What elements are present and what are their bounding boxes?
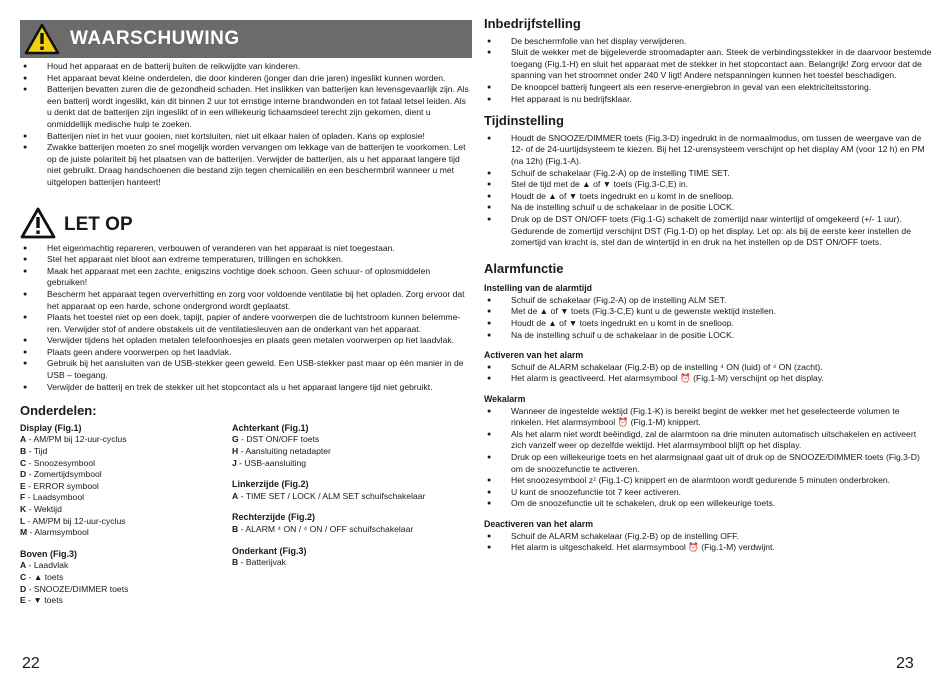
list-item: ● Wanneer de ingestelde wektijd (Fig.1-K) is bereikt begint de wekker met het geselecteerde volumen te rinkelen. Het alarmsymbool ⏰ (Fig.1-M) knippert. (484, 406, 932, 429)
parts-item: B - Tijd (20, 446, 48, 457)
parts-item: A - AM/PM bij 12-uur-cyclus (20, 434, 127, 445)
list-item: ● U kunt de snoozefunctie tot 7 keer activeren. (484, 487, 932, 499)
list-item: ● Zwakke batterijen moeten zo snel mogelijk worden vervangen om lekkage van de batterijen te voorkomen. Let op de juiste polariteit bij het plaatsen van de batterijen. Verwijder de batterijen, als u het apparaat langere tijd niet gebruikt. Draag handschoenen die bestand zijn tegen chemicaliën en een beschermbril wanneer u met uitgelopen batterijen hanteert! (20, 142, 472, 188)
parts-group-heading: Rechterzijde (Fig.2) (232, 512, 316, 523)
list-item: ● Bescherm het apparaat tegen oververhitting en zorg voor voldoende ventilatie bij het opladen. Zorg ervoor dat het apparaat op een harde, schone ondergrond wordt geplaatst. (20, 289, 472, 312)
warning-title: WAARSCHUWING (70, 28, 240, 50)
list-item: ● Batterijen niet in het vuur gooien, niet kortsluiten, niet uit elkaar halen of opladen. Kans op explosie! (20, 131, 472, 143)
list-item: ● Het eigenmachtig repareren, verbouwen of veranderen van het apparaat is niet toegestaan. (20, 243, 472, 255)
parts-group-heading: Onderkant (Fig.3) (232, 545, 307, 556)
left-page (20, 20, 472, 607)
list-item: ● Het alarm is uitgeschakeld. Het alarmsymbool ⏰ (Fig.1-M) verdwijnt. (484, 542, 932, 554)
alarm-title: Alarmfunctie (484, 260, 564, 276)
list-item: ● Gebruik bij het aansluiten van de USB-stekker geen geweld. Een USB-stekker past maar op één manier in de USB – toegang. (20, 358, 472, 381)
page-number-right: 23 (896, 655, 914, 672)
list-item: ● Stel het apparaat niet bloot aan extreme temperaturen, trillingen en schokken. (20, 254, 472, 266)
parts-grid (20, 423, 472, 607)
list-item: ● Na de instelling schuif u de schakelaar in de positie LOCK. (484, 202, 932, 214)
list-item: ● Het alarm is geactiveerd. Het alarmsymbool ⏰ (Fig.1-M) verschijnt op het display. (484, 373, 932, 385)
warning-list (20, 61, 472, 189)
time-title: Tijdinstelling (484, 113, 564, 129)
alarm-deactivate-title: Deactiveren van het alarm (484, 518, 594, 529)
list-item: ● Houd het apparaat en de batterij buiten de reikwijdte van kinderen. (20, 61, 472, 73)
startup-list (484, 36, 932, 106)
parts-item: G - DST ON/OFF toets (232, 434, 320, 445)
warning-triangle-icon (20, 20, 64, 58)
list-item: ● Met de ▲ of ▼ toets (Fig.3-C,E) kunt u de gewenste wektijd instellen. (484, 306, 932, 318)
list-item: ● Sluit de wekker met de bijgeleverde stroomadapter aan. Steek de verbindingsstekker in de daarvoor bestemde toegang (Fig.1-H) en sluit het apparaat met de stekker in het stopcontact aan. Belangrijk! Zorg ervoor dat de spanning van het stroomnet onder 240 V ligt! Andere netspanningen kunnen het toestel beschadigen. (484, 47, 932, 82)
parts-item: C - Snoozesymbool (20, 457, 96, 468)
parts-item: B - Batterijvak (232, 557, 286, 568)
parts-item: M - Alarmsymbool (20, 527, 89, 538)
parts-item: E - ▼ toets (20, 595, 63, 606)
alarm-activate-title: Activeren van het alarm (484, 350, 584, 361)
list-item: ● Het apparaat bevat kleine onderdelen, die door kinderen (jonger dan drie jaren) ingeslikt kunnen worden. (20, 73, 472, 85)
list-item: ● Druk op een willekeurige toets en het alarmsignaal gaat uit of druk op de SNOOZE/DIMMER toets (Fig.3-D) om de snoozefunctie te activeren. (484, 452, 932, 475)
caution-header (20, 209, 472, 241)
caution-list (20, 243, 472, 394)
parts-item: F - Laadsymbool (20, 492, 85, 503)
parts-group-heading: Display (Fig.1) (20, 422, 82, 433)
list-item: ● De beschermfolie van het display verwijderen. (484, 36, 932, 48)
list-item: ● Schuif de schakelaar (Fig.2-A) op de instelling TIME SET. (484, 168, 932, 180)
list-item: ● Het apparaat is nu bedrijfsklaar. (484, 94, 932, 106)
parts-group-heading: Linkerzijde (Fig.2) (232, 479, 309, 490)
list-item: ● Houdt de ▲ of ▼ toets ingedrukt en u komt in de snelloop. (484, 318, 932, 330)
list-item: ● De knoopcel batterij fungeert als een reserve-energiebron in geval van een elektriciteitsstoring. (484, 82, 932, 94)
parts-column-1 (20, 423, 232, 607)
time-list (484, 133, 932, 249)
list-item: ● Schuif de schakelaar (Fig.2-A) op de instelling ALM SET. (484, 295, 932, 307)
list-item: ● Plaats geen andere voorwerpen op het laadvlak. (20, 347, 472, 359)
wake-alarm-title: Wekalarm (484, 394, 526, 405)
list-item: ● Maak het apparaat met een zachte, enigszins vochtige doek schoon. Geen schuur- of oplosmiddelen gebruiken! (20, 266, 472, 289)
list-item: ● Druk op de DST ON/OFF toets (Fig.1-G) schakelt de zomertijd naar wintertijd of omgekeerd (+/- 1 uur). Gedurende de zomertijd verschijnt DST (Fig.1-D) op het display. Let op: als bij de eerste keer instellen de zomertijd van kracht is, stel dan de wintertijd in en druk na het instellen op de DST ON/OFF toets. (484, 214, 932, 249)
list-item: ● Batterijen bevatten zuren die de gezondheid schaden. Het inslikken van batterijen kan levensgevaarlijk zijn. Als een batterij wordt ingeslikt, kan dit binnen 2 uur tot ernstige interne brandwonden en tot fataal letsel leiden. Als u denkt dat de batterijen zijn ingeslikt of in een willekeurig lichaamsdeel terecht zijn gekomen, dient u onmiddellijk medische hulp te zoeken. (20, 84, 472, 130)
warning-bar (20, 20, 472, 58)
list-item: ● Het snoozesymbool zᶻ (Fig.1-C) knippert en de alarmtoon wordt gedurende 5 minuten onderbroken. (484, 475, 932, 487)
parts-item: J - USB-aansluiting (232, 457, 307, 468)
parts-item: C - ▲ toets (20, 571, 64, 582)
alarm-activate-list (484, 362, 932, 385)
parts-item: A - Laadvlak (20, 560, 69, 571)
parts-item: D - SNOOZE/DIMMER toets (20, 583, 129, 594)
list-item: ● Schuif de ALARM schakelaar (Fig.2-B) op de instelling OFF. (484, 531, 932, 543)
parts-item: E - ERROR symbool (20, 480, 99, 491)
parts-item: D - Zomertijdsymbool (20, 469, 102, 480)
list-item: ● Stel de tijd met de ▲ of ▼ toets (Fig.3-C,E) in. (484, 179, 932, 191)
alarm-setting-list (484, 295, 932, 341)
parts-item: A - TIME SET / LOCK / ALM SET schuifschakelaar (232, 490, 426, 501)
parts-column-2 (232, 423, 472, 607)
caution-title: LET OP (64, 213, 133, 235)
list-item: ● Als het alarm niet wordt beëindigd, zal de alarmtoon na drie minuten automatisch uitschakelen en activeert zich vanzelf weer op dezelfde wektijd. Het alarmsymbool blijft op het display. (484, 429, 932, 452)
list-item: ● Schuif de ALARM schakelaar (Fig.2-B) op de instelling ⁴ ON (luid) of ⁴ ON (zacht). (484, 362, 932, 374)
list-item: ● Om de snoozefunctie uit te schakelen, druk op een willekeurige toets. (484, 498, 932, 510)
alarm-deactivate-list (484, 531, 932, 554)
caution-triangle-icon (20, 207, 56, 243)
parts-group-heading: Achterkant (Fig.1) (232, 422, 309, 433)
list-item: ● Houdt de ▲ of ▼ toets ingedrukt en u komt in de snelloop. (484, 191, 932, 203)
parts-item: L - AM/PM bij 12-uur-cyclus (20, 515, 126, 526)
list-item: ● Verwijder tijdens het opladen metalen telefoonhoesjes en plaats geen metalen voorwerpen op het laadvlak. (20, 335, 472, 347)
alarm-setting-title: Instelling van de alarmtijd (484, 283, 593, 294)
list-item: ● Verwijder de batterij en trek de stekker uit het stopcontact als u het apparaat langere tijd niet gebruikt. (20, 382, 472, 394)
parts-item: H - Aansluiting netadapter (232, 446, 331, 457)
startup-title: Inbedrijfstelling (484, 16, 581, 31)
parts-item: B - ALARM ⁴ ON / ⁴ ON / OFF schuifschakelaar (232, 524, 414, 534)
parts-group-heading: Boven (Fig.3) (20, 548, 78, 559)
wake-alarm-list (484, 406, 932, 510)
list-item: ● Houdt de SNOOZE/DIMMER toets (Fig.3-D) ingedrukt in de normaalmodus, om tussen de weergave van de 12- of de 24-uurtijdsysteem te kiezen. Bij het 12-urensysteem verschijnt op het display AM (voor 12 h) en PM (na 12h) (Fig.1-A). (484, 133, 932, 168)
list-item: ● Na de instelling schuif u de schakelaar in de positie LOCK. (484, 330, 932, 342)
list-item: ● Plaats het toestel niet op een doek, tapijt, papier of andere voorwerpen die de luchtstroom kunnen belemme-ren. Verwijder stof of andere obstakels uit de ventilatiesleuven aan de onderkant van het apparaat. (20, 312, 472, 335)
parts-item: K - Wektijd (20, 504, 62, 514)
parts-title: Onderdelen: (20, 403, 97, 419)
right-page (484, 18, 932, 554)
page-number-left: 22 (22, 655, 40, 672)
